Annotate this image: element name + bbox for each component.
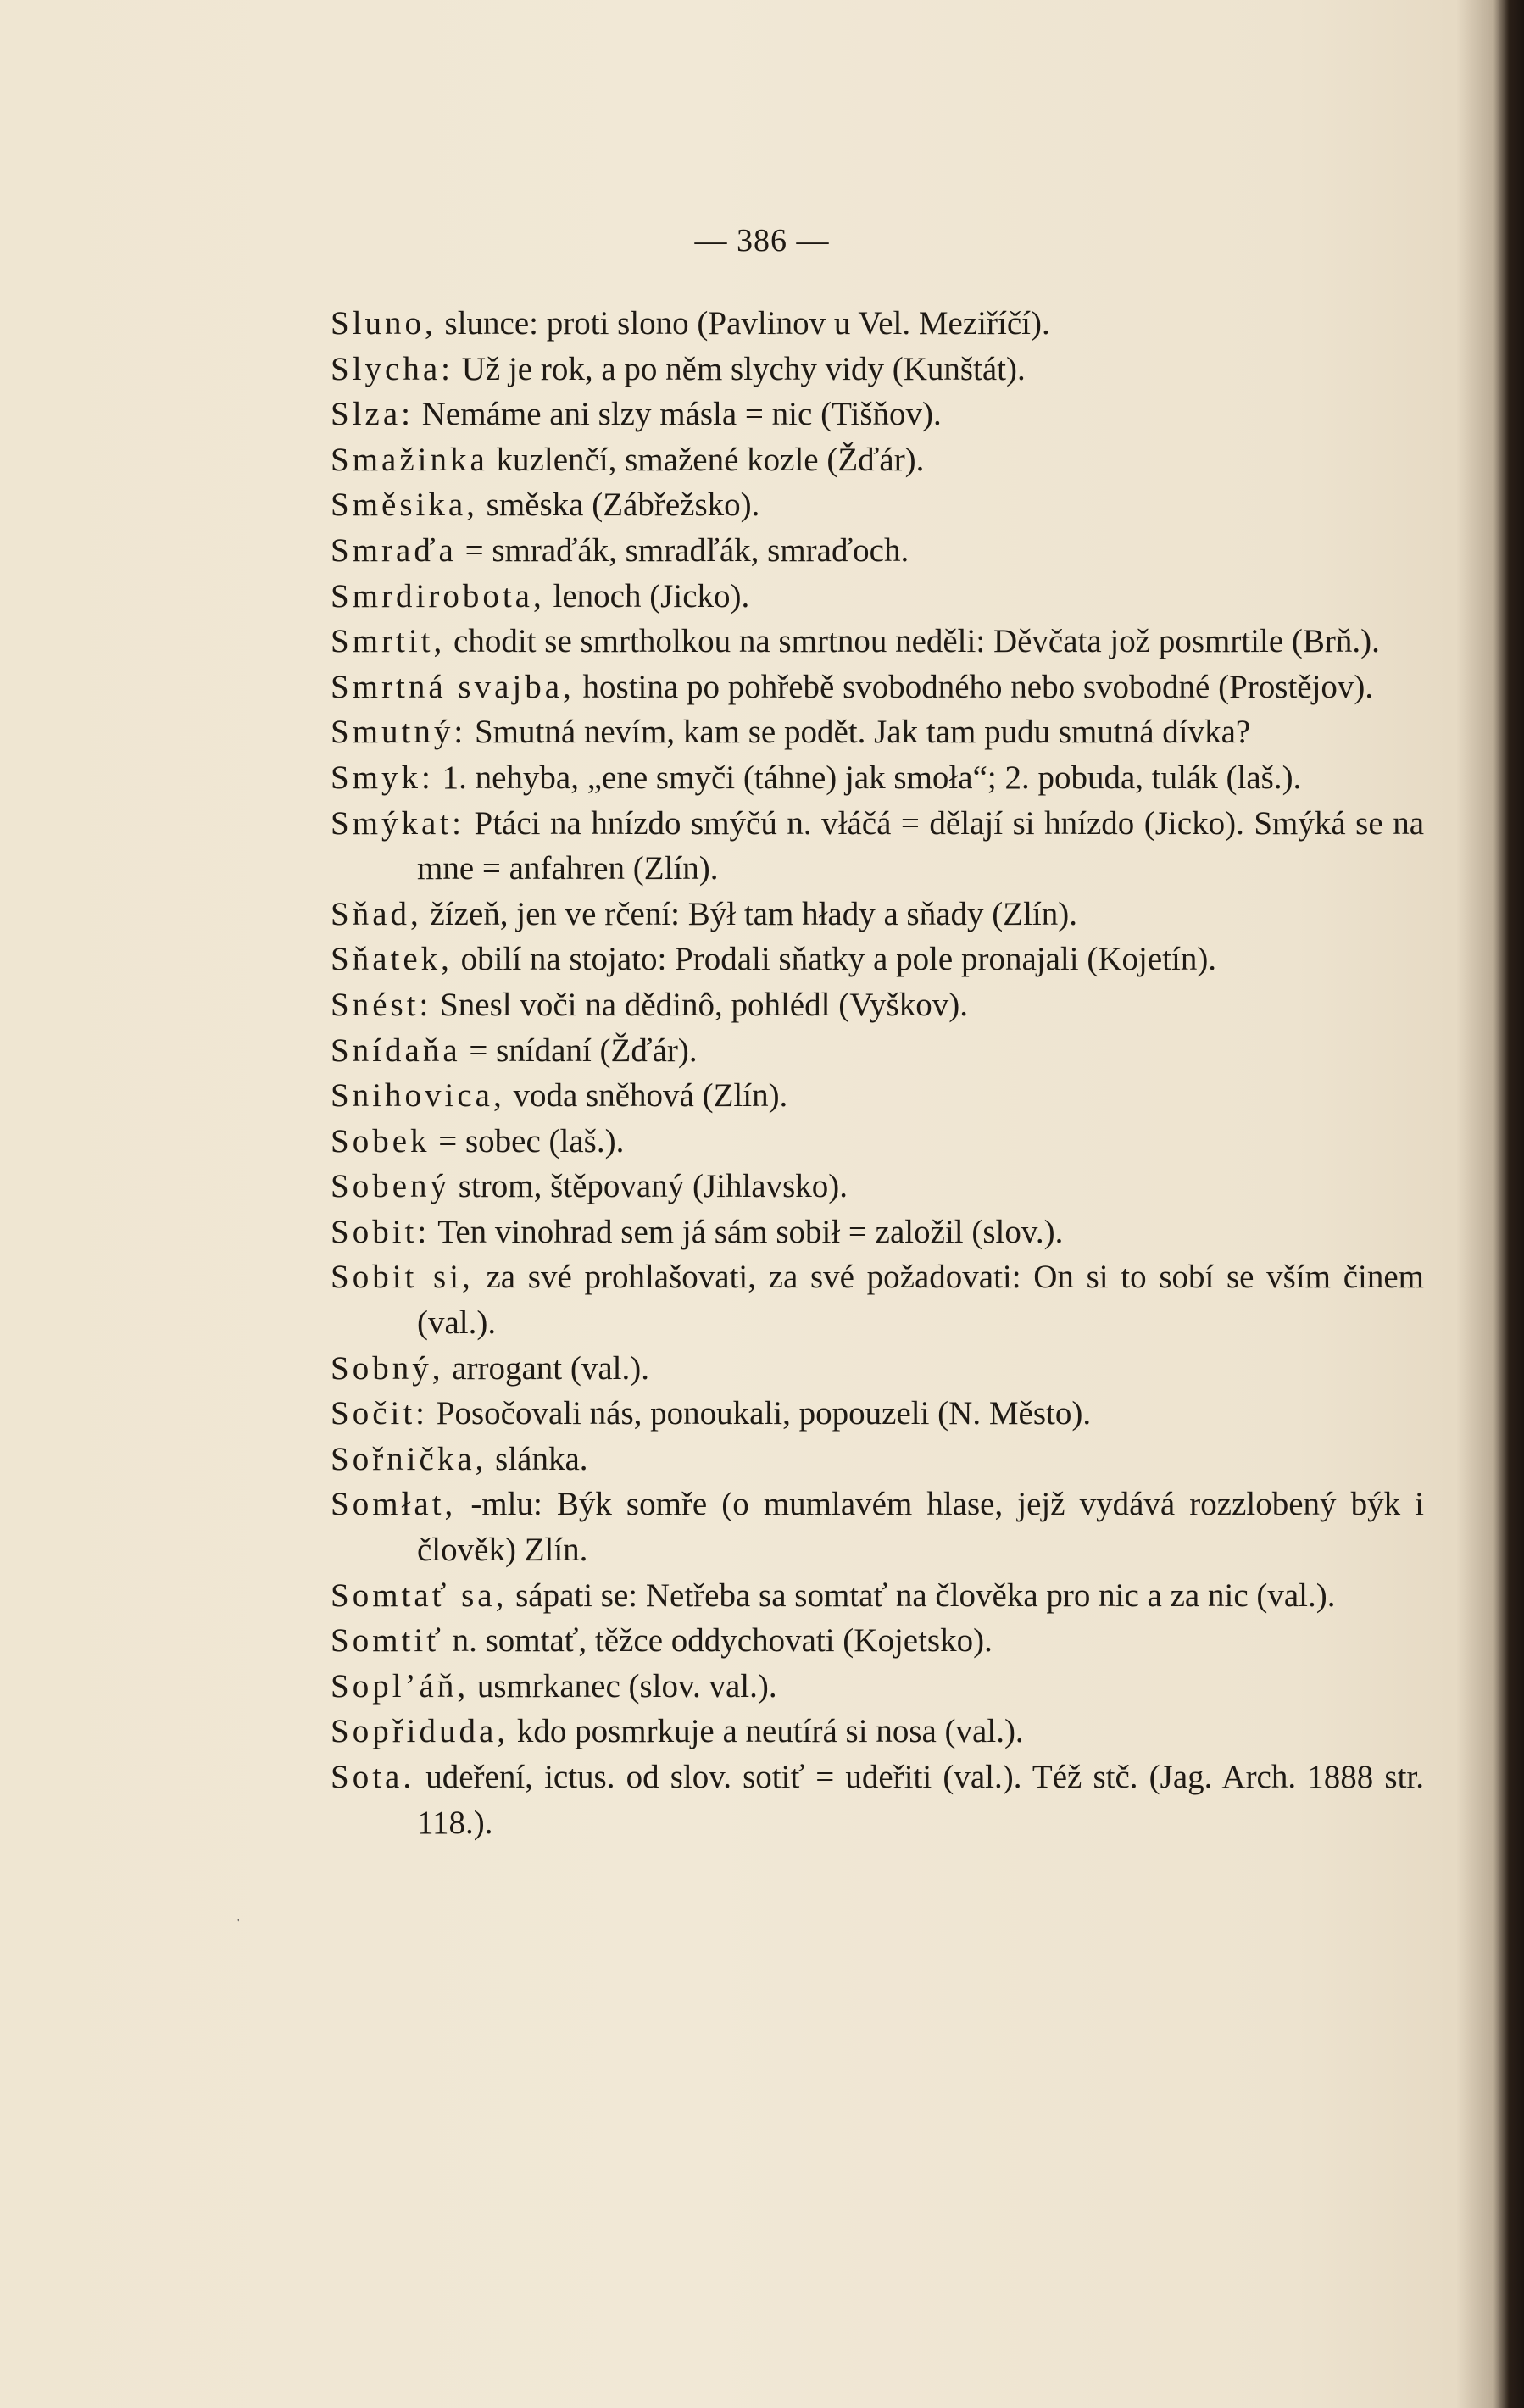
headword: Slycha: — [331, 350, 453, 387]
definition: = snídaní (Žďár). — [460, 1032, 698, 1069]
definition: lenoch (Jicko). — [544, 577, 750, 615]
definition: n. somtať, těžce oddychovati (Kojetsko). — [443, 1622, 993, 1660]
definition: Posočovali nás, ponoukali, popouzeli (N. Město). — [428, 1395, 1092, 1432]
headword: Smrdirobota, — [331, 577, 545, 615]
definition: kdo posmrkuje a neutírá si nosa (val.). — [509, 1713, 1024, 1750]
page-number: — 386 — — [694, 223, 830, 259]
headword: Snihovica, — [331, 1077, 505, 1115]
entry — [331, 1482, 1424, 1572]
book-spine-shadow — [1456, 0, 1524, 2408]
headword: Soplʼáň, — [331, 1667, 470, 1705]
headword: Snídaňa — [331, 1032, 461, 1069]
definition: strom, štěpovaný (Jihlavsko). — [450, 1168, 848, 1205]
headword: Slza: — [331, 396, 414, 433]
entry — [331, 1073, 1424, 1119]
entry — [331, 574, 1424, 620]
definition: Snesl voči na dědinô, pohlédl (Vyškov). — [431, 986, 968, 1023]
entry — [331, 937, 1424, 982]
entry — [331, 437, 1424, 483]
definition: arrogant (val.). — [443, 1349, 650, 1387]
definition: usmrkanec (slov. val.). — [469, 1667, 777, 1705]
entry — [331, 1618, 1424, 1664]
headword: Somtiť — [331, 1622, 444, 1660]
entry — [331, 1028, 1424, 1074]
headword: Sňatek, — [331, 941, 453, 978]
headword: Smutný: — [331, 714, 467, 751]
definition: obilí na stojato: Prodali sňatky a pole pronajali (Kojetín). — [452, 941, 1217, 978]
headword: Sobit: — [331, 1213, 431, 1250]
headword: Sopřiduda, — [331, 1713, 509, 1750]
headword: Sořnička, — [331, 1440, 487, 1477]
definition: za své prohlašovati, za své požadovati: On si to sobí se vším činem (val.). — [417, 1259, 1424, 1342]
margin-mark: ' — [237, 1917, 240, 1930]
entry — [331, 892, 1424, 937]
definition: = sobec (laš.). — [430, 1122, 625, 1160]
entry — [331, 1755, 1424, 1845]
headword: Sobek — [331, 1122, 431, 1160]
dictionary-entries — [331, 301, 1424, 1845]
entry — [331, 982, 1424, 1028]
definition: Nemáme ani slzy másla = nic (Tišňov). — [413, 396, 942, 433]
definition: -mlu: Býk somře (o mumlavém hlase, jejž vydává rozzlobený býk i člověk) Zlín. — [417, 1486, 1424, 1569]
headword: Směsika, — [331, 487, 478, 524]
definition: Ten vinohrad sem já sám sobił = založil (slov.). — [430, 1213, 1064, 1250]
entry — [331, 1664, 1424, 1710]
headword: Sňad, — [331, 895, 422, 932]
headword: Somtať sa, — [331, 1577, 508, 1614]
entry — [331, 347, 1424, 392]
entry — [331, 1391, 1424, 1437]
entry — [331, 392, 1424, 437]
entry — [331, 1437, 1424, 1482]
entry — [331, 619, 1424, 665]
definition: Smutná nevím, kam se podět. Jak tam pudu smutná dívka? — [466, 714, 1251, 751]
headword: Somłat, — [331, 1486, 457, 1523]
entry — [331, 1254, 1424, 1345]
definition: slánka. — [487, 1440, 588, 1477]
definition: slunce: proti slono (Pavlinov u Vel. Meziříčí). — [436, 305, 1050, 342]
entry — [331, 301, 1424, 347]
definition: kuzlenčí, smažené kozle (Žďár). — [487, 441, 925, 478]
entry — [331, 1573, 1424, 1619]
entry — [331, 1164, 1424, 1210]
headword: Sočit: — [331, 1395, 429, 1432]
definition: hostina po pohřebě svobodného nebo svobodné (Prostějov). — [574, 668, 1374, 705]
definition: = smraďák, smradľák, smraďoch. — [456, 531, 909, 569]
definition: chodit se smrtholkou na smrtnou neděli: Děvčata jož posmrtile (Brň.). — [445, 623, 1380, 660]
definition: Ptáci na hnízdo smýčú n. vłáčá = dělají si hnízdo (Jicko). Smýká se na mne = anfahren (Zlín). — [417, 804, 1424, 887]
headword: Sobný, — [331, 1349, 444, 1387]
headword: Smrtit, — [331, 623, 446, 660]
definition: sápati se: Netřeba sa somtať na člověka pro nic a za nic (val.). — [507, 1577, 1336, 1614]
definition: udeření, ictus. od slov. sotiť = udeřiti (val.). Též stč. (Jag. Arch. 1888 str. 118.). — [414, 1759, 1424, 1841]
entry — [331, 801, 1424, 892]
headword: Sobit si, — [331, 1259, 474, 1296]
headword: Smraďa — [331, 531, 457, 569]
definition: Už je rok, a po něm slychy vidy (Kunštát). — [453, 350, 1026, 387]
entry — [331, 1709, 1424, 1755]
headword: Smýkat: — [331, 804, 465, 842]
definition: žízeň, jen ve rčení: Býł tam hłady a sňady (Zlín). — [421, 895, 1077, 932]
entry — [331, 755, 1424, 801]
definition: směska (Zábřežsko). — [477, 487, 760, 524]
headword: Snést: — [331, 986, 432, 1023]
entry — [331, 709, 1424, 755]
headword: Sluno, — [331, 305, 437, 342]
entry — [331, 528, 1424, 574]
definition: voda sněhová (Zlín). — [504, 1077, 788, 1115]
entry — [331, 1346, 1424, 1392]
headword: Smažinka — [331, 441, 488, 478]
headword: Smyk: — [331, 759, 434, 796]
entry — [331, 665, 1424, 710]
headword: Sota. — [331, 1759, 415, 1795]
entry — [331, 1210, 1424, 1255]
headword: Sobený — [331, 1168, 450, 1205]
definition: 1. nehyba, „ene smyči (táhne) jak smoła“; 2. pobuda, tulák (laš.). — [433, 759, 1302, 796]
headword: Smrtná svajba, — [331, 668, 575, 705]
entry — [331, 1119, 1424, 1165]
entry — [331, 482, 1424, 528]
